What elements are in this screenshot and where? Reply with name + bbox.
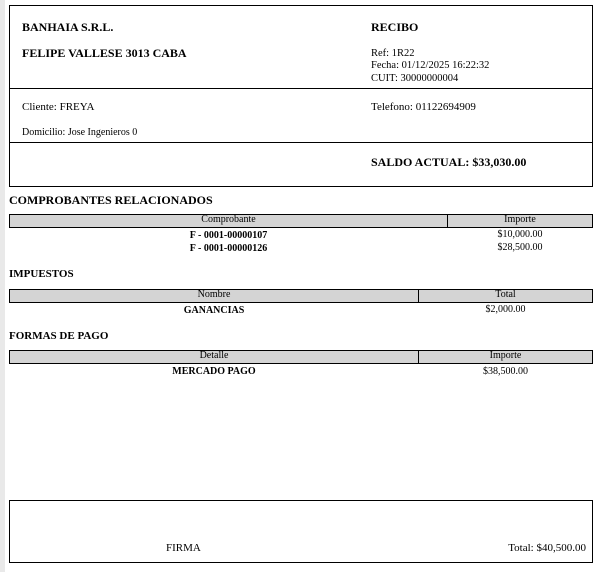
- page-left-edge: [0, 0, 5, 572]
- impuesto-name-cell: GANANCIAS: [183, 305, 245, 316]
- comprobantes-section-title: COMPROBANTES RELACIONADOS: [9, 193, 213, 207]
- client-address: Domicilio: Jose Ingenieros 0: [22, 127, 138, 138]
- pago-importe-cell: $38,500.00: [483, 366, 528, 377]
- total-column-header: Total: [418, 289, 593, 303]
- signature-label: FIRMA: [166, 542, 201, 554]
- impuesto-total-cell: $2,000.00: [485, 304, 526, 315]
- comprobante-column-header: Comprobante: [9, 214, 448, 228]
- comprobante-cell: F - 0001-00000126: [189, 243, 268, 254]
- header-divider-1: [9, 88, 593, 89]
- document-title: RECIBO: [371, 20, 419, 34]
- importe-cell: $28,500.00: [497, 242, 543, 253]
- signature-box: [9, 500, 593, 563]
- impuestos-section-title: IMPUESTOS: [9, 268, 74, 280]
- client-phone: Telefono: 01122694909: [371, 101, 476, 113]
- receipt-date: Fecha: 01/12/2025 16:22:32: [371, 60, 490, 71]
- company-address: FELIPE VALLESE 3013 CABA: [22, 46, 187, 60]
- importe-column-header: Importe: [447, 214, 593, 228]
- comprobante-cell: F - 0001-00000107: [189, 230, 268, 241]
- company-name: BANHAIA S.R.L.: [22, 20, 114, 34]
- pago-importe-column-header: Importe: [418, 350, 593, 364]
- receipt-ref: Ref: 1R22: [371, 48, 415, 59]
- importe-cell: $10,000.00: [497, 229, 543, 240]
- receipt-total: Total: $40,500.00: [508, 542, 586, 554]
- detalle-column-header: Detalle: [9, 350, 419, 364]
- pago-detalle-cell: MERCADO PAGO: [172, 366, 256, 377]
- nombre-column-header: Nombre: [9, 289, 419, 303]
- client-name: Cliente: FREYA: [22, 101, 95, 113]
- current-balance: SALDO ACTUAL: $33,030.00: [371, 155, 527, 169]
- formas-pago-section-title: FORMAS DE PAGO: [9, 330, 109, 342]
- company-cuit: CUIT: 30000000004: [371, 73, 459, 84]
- header-divider-2: [9, 142, 593, 143]
